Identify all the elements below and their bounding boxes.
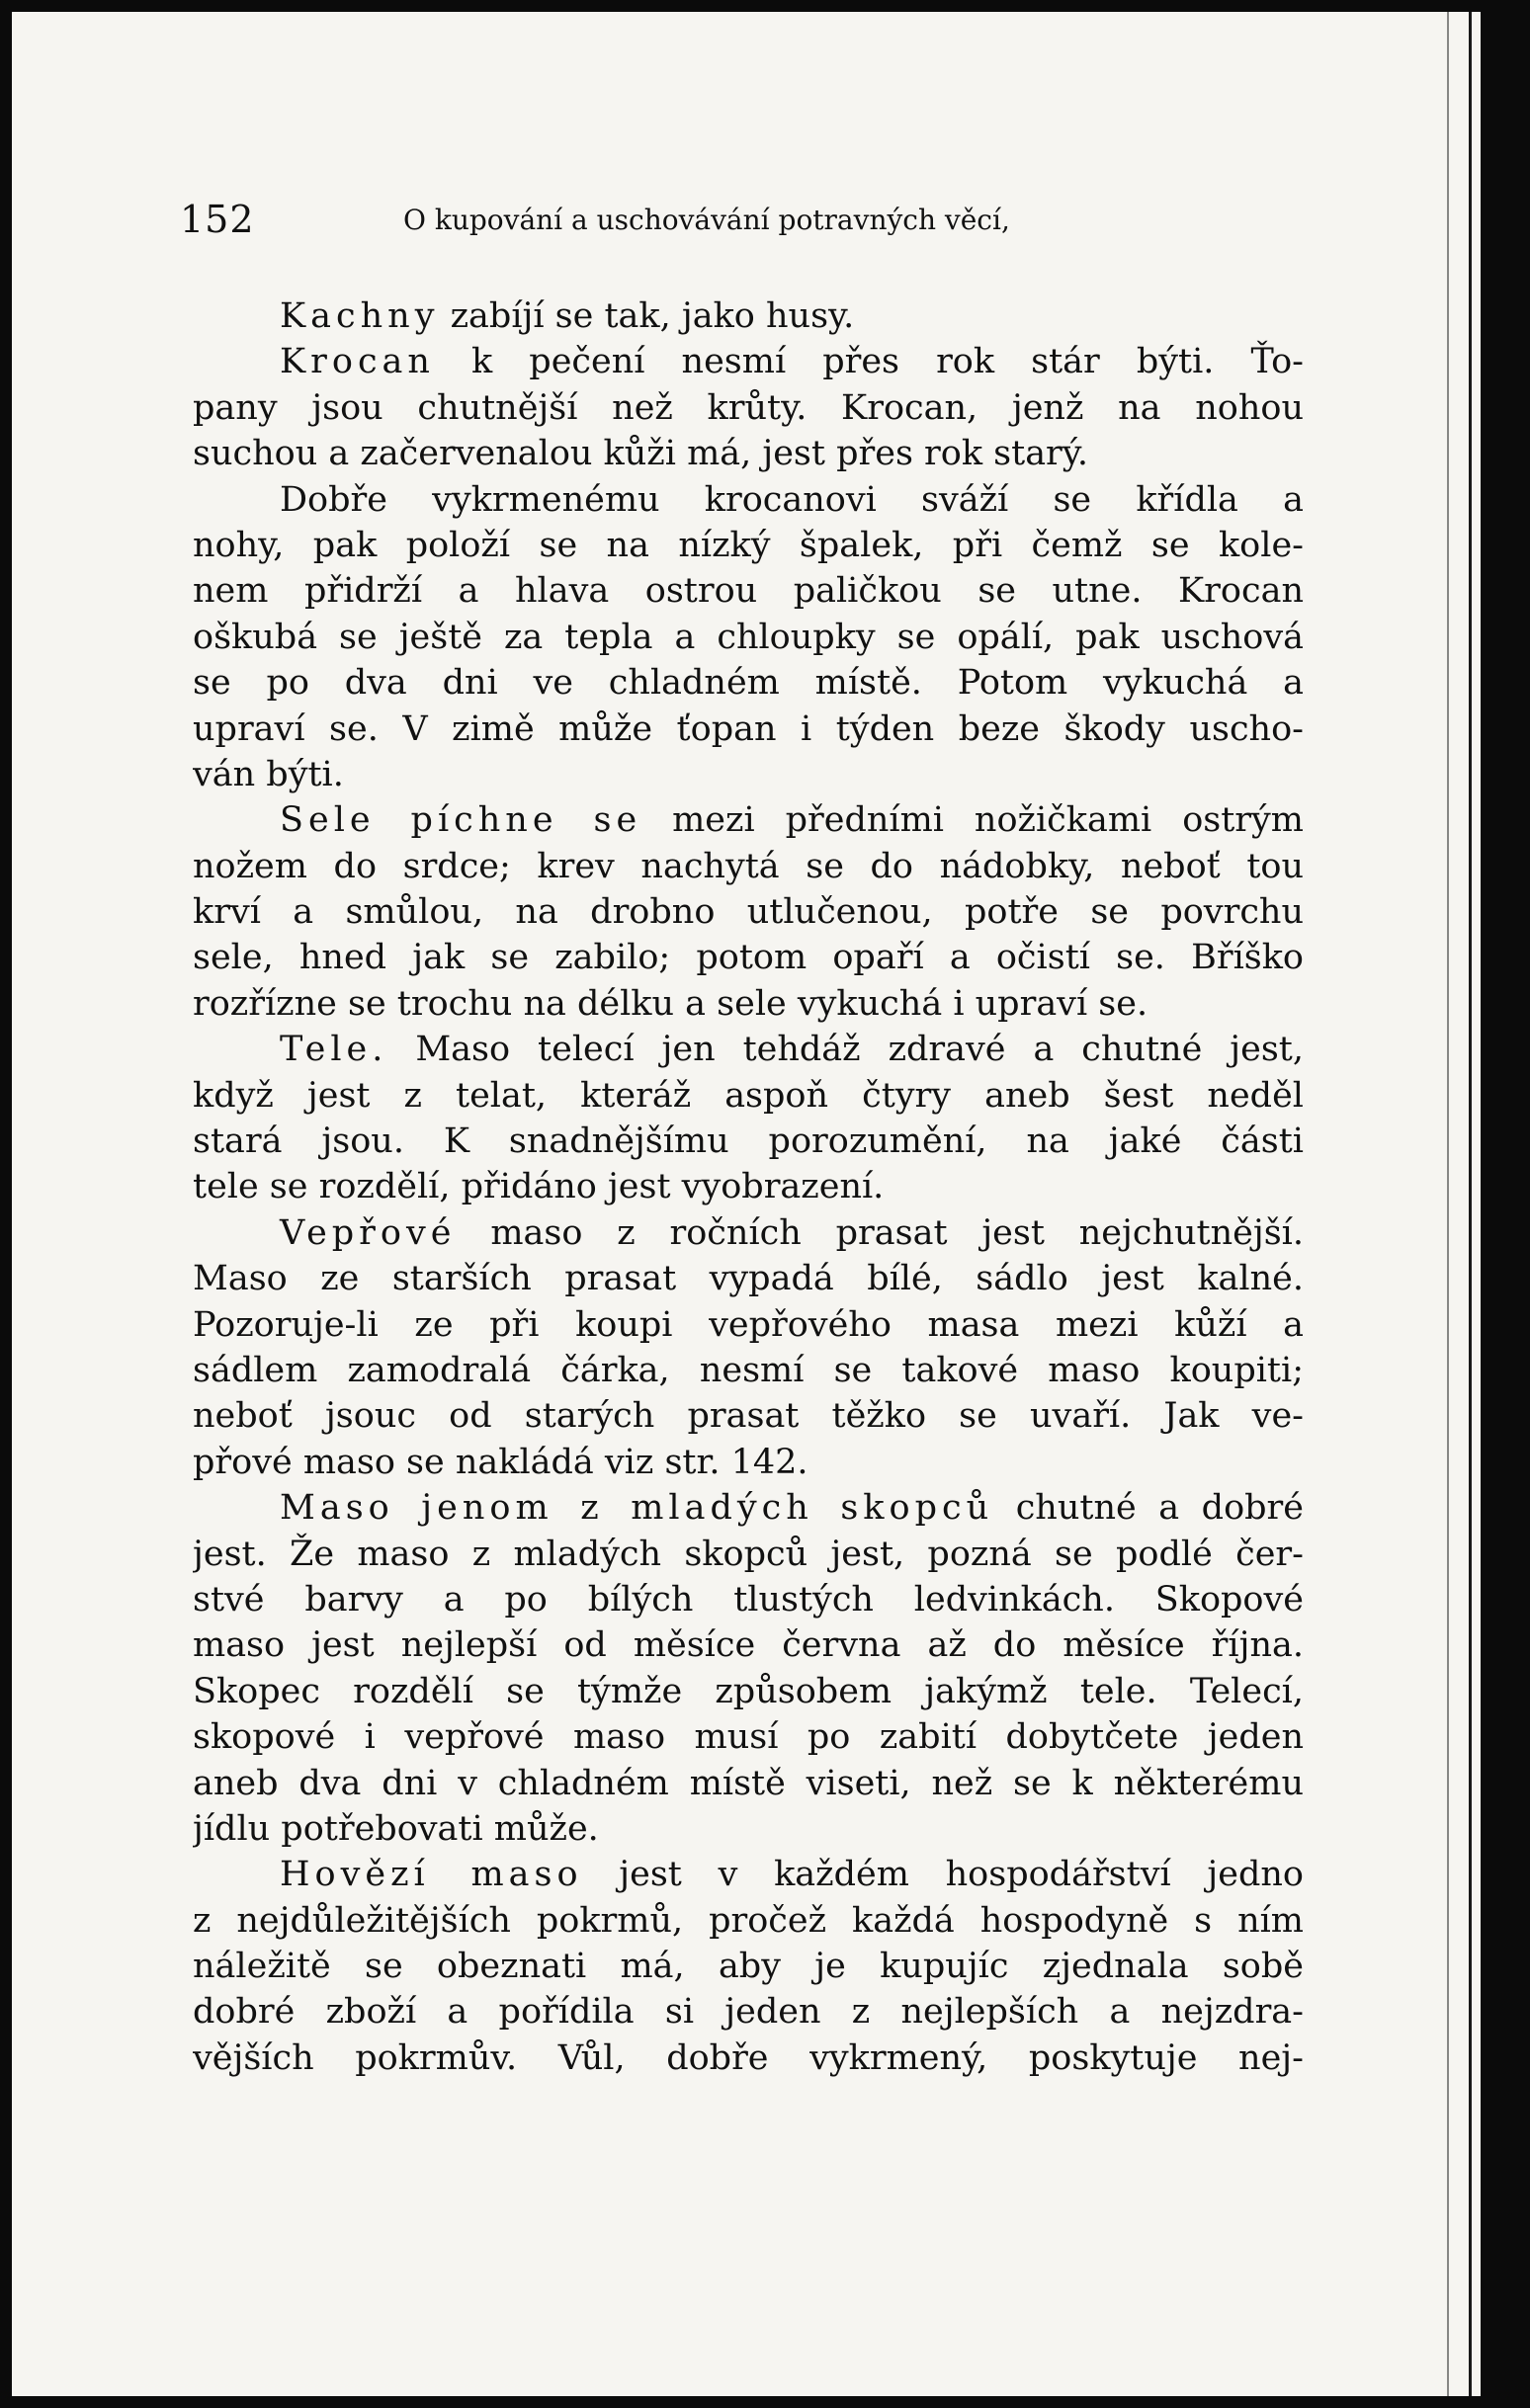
- line-text: ván býti.: [193, 754, 344, 794]
- line-text: jest. Že maso z mladých skopců jest, pozná se podlé čer-: [193, 1534, 1304, 1574]
- line-text: vějších pokrmův. Vůl, dobře vykrmený, poskytuje nej-: [193, 2037, 1304, 2078]
- text-line: [193, 1119, 1304, 1164]
- text-line: [193, 1714, 1304, 1760]
- text-line: [193, 797, 1304, 843]
- text-line: [193, 1073, 1304, 1119]
- line-text: stvé barvy a po bílých tlustých ledvinkách. Skopové: [193, 1579, 1304, 1619]
- emphasized-term: Sele píchne se: [280, 800, 642, 841]
- text-line: [193, 1852, 1304, 1897]
- line-text: Skopec rozdělí se týmže způsobem jakýmž tele. Telecí,: [193, 1671, 1304, 1711]
- text-line: [193, 339, 1304, 384]
- text-line: [193, 1669, 1304, 1714]
- line-text: přové maso se nakládá viz str. 142.: [193, 1442, 808, 1482]
- line-text: maso jest nejlepší od měsíce června až do měsíce října.: [193, 1625, 1304, 1666]
- text-line: [193, 1393, 1304, 1439]
- line-text: Dobře vykrmenému krocanovi sváží se křídla a: [280, 479, 1304, 520]
- text-line: [193, 1577, 1304, 1622]
- text-line: [193, 615, 1304, 660]
- text-line: [193, 1440, 1304, 1485]
- line-text: dobré zboží a pořídila si jeden z nejlepších a nejzdra-: [193, 1992, 1304, 2033]
- line-text: zabíjí se tak, jako husy.: [439, 296, 855, 336]
- line-text: pany jsou chutnější než krůty. Krocan, jenž na nohou: [193, 387, 1304, 428]
- line-text: když jest z telat, kteráž aspoň čtyry aneb šest neděl: [193, 1075, 1304, 1116]
- page-number: 152: [180, 198, 255, 241]
- text-line: [193, 1944, 1304, 1989]
- page-edge-shadow: [1447, 12, 1449, 2396]
- line-text: sele, hned jak se zabilo; potom opaří a očistí se. Bříško: [193, 938, 1304, 978]
- text-line: [193, 568, 1304, 614]
- text-line: [193, 1532, 1304, 1577]
- text-line: [193, 660, 1304, 706]
- line-text: upraví se. V zimě může ťopan i týden beze škody uscho-: [193, 708, 1304, 749]
- text-line: [193, 1761, 1304, 1806]
- line-text: tele se rozdělí, přidáno jest vyobrazení.: [193, 1167, 885, 1207]
- text-line: [193, 1027, 1304, 1072]
- text-line: [193, 1164, 1304, 1209]
- line-text: krví a smůlou, na drobno utlučenou, potře se povrchu: [193, 892, 1304, 933]
- emphasized-term: Krocan: [280, 342, 435, 382]
- text-line: [193, 1898, 1304, 1944]
- text-line: [193, 752, 1304, 797]
- body-text: [193, 293, 1304, 2081]
- line-text: jídlu potřebovati může.: [193, 1808, 599, 1849]
- text-line: [193, 1302, 1304, 1348]
- line-text: rozřízne se trochu na délku a sele vykuchá i upraví se.: [193, 983, 1148, 1024]
- line-text: Maso ze starších prasat vypadá bílé, sádlo jest kalné.: [193, 1259, 1304, 1299]
- text-line: [193, 431, 1304, 476]
- text-line: [193, 523, 1304, 568]
- emphasized-term: Tele.: [280, 1030, 388, 1070]
- text-line: [193, 1806, 1304, 1852]
- line-text: Pozoruje-li ze při koupi vepřového masa mezi kůží a: [193, 1304, 1304, 1345]
- text-line: [193, 2035, 1304, 2081]
- line-text: neboť jsouc od starých prasat těžko se uvaří. Jak ve-: [193, 1396, 1304, 1437]
- line-text: chutné a dobré: [993, 1488, 1304, 1529]
- line-text: maso z ročních prasat jest nejchutnější.: [456, 1212, 1304, 1253]
- line-text: aneb dva dni v chladném místě viseti, než se k některému: [193, 1763, 1304, 1803]
- text-line: [193, 385, 1304, 431]
- emphasized-term: Vepřové: [280, 1212, 457, 1253]
- line-text: se po dva dni ve chladném místě. Potom vykuchá a: [193, 663, 1304, 704]
- text-line: [193, 1210, 1304, 1256]
- text-line: [193, 1256, 1304, 1301]
- text-line: [193, 293, 1304, 339]
- line-text: skopové i vepřové maso musí po zabití dobytčete jeden: [193, 1717, 1304, 1758]
- line-text: nohy, pak položí se na nízký špalek, při čemž se kole-: [193, 525, 1304, 565]
- line-text: z nejdůležitějších pokrmů, pročež každá hospodyně s ním: [193, 1900, 1304, 1941]
- line-text: jest v každém hospodářství jedno: [582, 1855, 1304, 1895]
- line-text: nem přidrží a hlava ostrou paličkou se utne. Krocan: [193, 571, 1304, 612]
- running-title: O kupování a uschovávání potravných věcí,: [403, 204, 1010, 236]
- text-line: [193, 889, 1304, 935]
- emphasized-term: Kachny: [280, 296, 440, 336]
- line-text: Maso telecí jen tehdáž zdravé a chutné jest,: [387, 1030, 1304, 1070]
- book-page: [12, 12, 1481, 2396]
- page-edge: [1469, 12, 1472, 2396]
- line-text: suchou a začervenalou kůži má, jest přes rok starý.: [193, 434, 1089, 474]
- text-line: [193, 935, 1304, 980]
- text-line: [193, 1622, 1304, 1668]
- line-text: k pečení nesmí přes rok stár býti. Ťo-: [434, 342, 1304, 382]
- line-text: nožem do srdce; krev nachytá se do nádobky, neboť tou: [193, 846, 1304, 886]
- emphasized-term: Maso jenom z mladých skopců: [280, 1488, 994, 1529]
- line-text: náležitě se obeznati má, aby je kupujíc zjednala sobě: [193, 1947, 1304, 1987]
- line-text: mezi předními nožičkami ostrým: [641, 800, 1304, 841]
- emphasized-term: Hovězí maso: [280, 1855, 583, 1895]
- text-line: [193, 1989, 1304, 2034]
- line-text: stará jsou. K snadnějšímu porozumění, na jaké části: [193, 1121, 1304, 1162]
- text-line: [193, 981, 1304, 1027]
- page-header: [180, 198, 1247, 257]
- line-text: oškubá se ještě za tepla a chloupky se opálí, pak uschová: [193, 617, 1304, 657]
- text-line: [193, 844, 1304, 889]
- line-text: sádlem zamodralá čárka, nesmí se takové maso koupiti;: [193, 1350, 1304, 1390]
- text-line: [193, 706, 1304, 752]
- text-line: [193, 1485, 1304, 1531]
- text-line: [193, 1348, 1304, 1393]
- text-line: [193, 477, 1304, 523]
